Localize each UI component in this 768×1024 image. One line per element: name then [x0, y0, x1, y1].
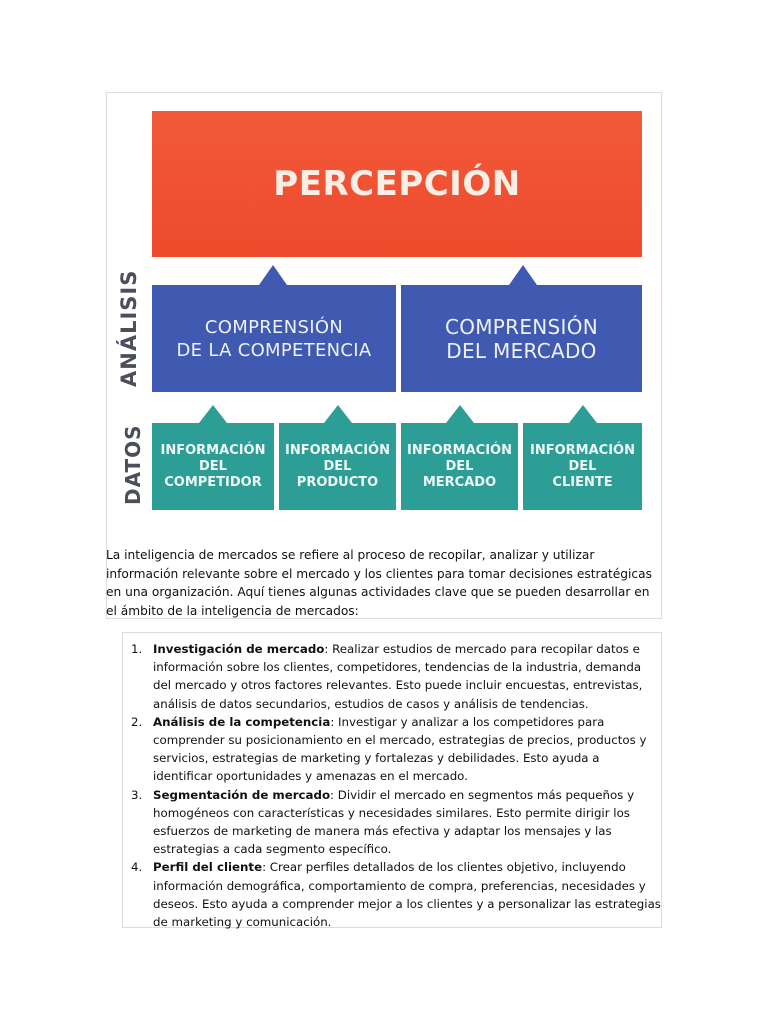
list-item [131, 858, 661, 931]
analysis-row-label: ANÁLISIS [117, 269, 141, 387]
product-info-box [279, 423, 396, 510]
market-info-label: INFORMACIÓN DEL MERCADO [407, 442, 512, 490]
data-row-label: DATOS [121, 424, 145, 505]
item-number: 4. [131, 860, 143, 875]
product-info-label: INFORMACIÓN DEL PRODUCTO [285, 442, 390, 490]
item-title: Segmentación de mercado [153, 787, 331, 802]
item-number: 3. [131, 787, 143, 802]
item-description: : Crear perfiles detallados de los clientes objetivo, incluyendo información demográfica, comportamiento de compra, preferencias, necesidades y deseos. Esto ayuda a comprender mejor a los clientes y a personalizar las estrategias de marketing y comunicación. [153, 860, 661, 930]
item-title: Investigación de mercado [153, 642, 325, 656]
intro-paragraph: La inteligencia de mercados se refiere al proceso de recopilar, analizar y utilizar información relevante sobre el mercado y los clientes para tomar decisiones estratégicas en una organización. Aquí tienes algunas actividades clave que se pueden desarrollar en el ámbito de la inteligencia de mercados: [106, 548, 652, 618]
client-info-box [523, 423, 642, 510]
perception-box [152, 111, 642, 257]
item-description: : Investigar y analizar a los competidores para comprender su posicionamiento en el mercado, estrategias de precios, productos y servicios, estrategias de marketing y fortalezas y debilidades. Esto ayuda a identificar oportunidades y amenazas en el mercado. [153, 714, 647, 784]
competition-understanding-box [152, 285, 396, 392]
item-title: Perfil del cliente [153, 860, 263, 875]
list-item [131, 786, 661, 859]
activities-list [131, 640, 661, 931]
arrow-up-icon [446, 405, 474, 423]
competitor-info-box [152, 423, 274, 510]
item-description: : Realizar estudios de mercado para recopilar datos e información sobre los clientes, competidores, tendencias de la industria, demanda del mercado y otros factores relevantes. Esto puede incluir encuestas, entrevistas, análisis de datos secundarios, estudios de casos y análisis de tendencias. [153, 642, 643, 711]
item-description: : Dividir el mercado en segmentos más pequeños y homogéneos con características y necesidades similares. Esto permite dirigir los esfuerzos de marketing de manera más efectiva y adaptar los mensajes y las estrategias a cada segmento específico. [153, 787, 635, 857]
market-understanding-label: COMPRENSIÓN DEL MERCADO [444, 314, 599, 363]
competition-understanding-label: COMPRENSIÓN DE LA COMPETENCIA [176, 316, 372, 361]
competitor-info-label: INFORMACIÓN DEL COMPETIDOR [160, 442, 266, 490]
perception-label: PERCEPCIÓN [273, 164, 521, 204]
arrow-up-icon [259, 265, 287, 285]
arrow-up-icon [509, 265, 537, 285]
arrow-up-icon [199, 405, 227, 423]
market-intelligence-diagram [106, 92, 662, 619]
arrow-up-icon [569, 405, 597, 423]
list-item [131, 640, 661, 713]
item-number: 2. [131, 714, 143, 729]
activities-list-frame [122, 632, 662, 928]
client-info-label: INFORMACIÓN DEL CLIENTE [530, 442, 635, 490]
arrow-up-icon [324, 405, 352, 423]
market-info-box [401, 423, 518, 510]
item-title: Análisis de la competencia [153, 714, 331, 729]
item-number: 1. [131, 642, 143, 656]
list-item [131, 713, 661, 786]
market-understanding-box [401, 285, 642, 392]
